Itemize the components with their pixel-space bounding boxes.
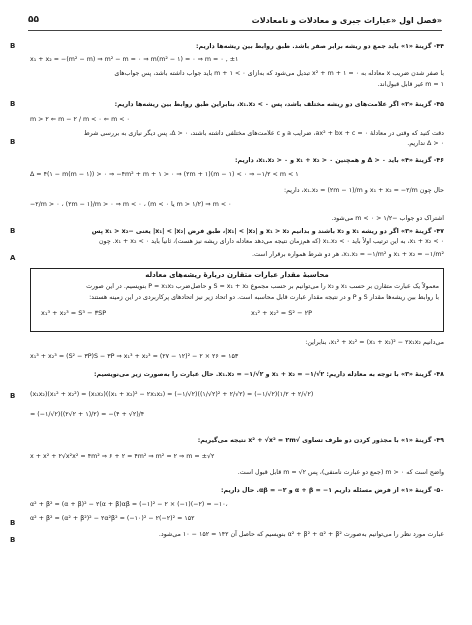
equation-line: α² + β² = (α² + β²)² − ۲α²β² = (−۱۰)² − ۲(−۲)² = ۱۵۲ <box>30 515 195 522</box>
info-box-title: محاسبهٔ مقدار عبارات متقارن دربارهٔ ریشه‌های معادله <box>145 271 329 279</box>
equation-line: Δ = ۴(۱ − m(m − ۱)) > ۰ ⇒ −۴m² + m + ۱ > ۰ ⇒ (۲m + ۱)(m − ۱) < ۰ ⇒ −۱/۲ < m < ۱ <box>30 171 299 178</box>
text-line: با صفر شدن ضریب x معادله به x² + m + ۱ = ۰ تبدیل می‌شود که به‌ازای m + ۱ < ۰ باید جواب داشته باشد، پس جواب‌های <box>114 70 444 77</box>
question-49-header: ۴۹- گزینهٔ «۱» با مجذور کردن دو طرف تساوی √x² + √x² = ۲m نتیجه می‌گیریم: <box>197 437 444 444</box>
text-line: اشتراک دو جواب −۱/۲ < m < ۰ می‌شود. <box>331 215 444 222</box>
text-line: می‌دانیم x₁² + x₂² = (x₁ + x₂)² − ۲x₁x₂، بنابراین: <box>305 339 444 346</box>
answer-badge: B <box>10 536 16 544</box>
text-line: m = ۱ غیر قابل قبول‌اند. <box>377 81 444 88</box>
identity-squares: x₁² + x₂² = S² − ۲P <box>251 309 312 317</box>
text-line: واضح است که m > ۰ (جمع دو عبارت نامنفی)، پس m = √۲ قابل قبول است. <box>237 469 444 476</box>
equation-line: x₁³ + x₂³ = (S² − ۳P)S − ۳P ⇒ x₁³ + x₂³ = (۲۷ − ۱۲)² − ۲ × ۲۶ = ۱۵۳ <box>30 353 239 360</box>
text-line: عبارت مورد نظر را می‌توانیم به‌صورت α² + β² + α² + β² بنویسیم که حاصل آن ۱۴۲ = ۱۵۲ − ۱۰ می‌شود. <box>158 531 444 538</box>
answer-badge: A <box>10 254 16 262</box>
question-50-header: ۵۰- گزینهٔ «۱» از فرض مسئله داریم α + β = −۱ و αβ = −۲. حال داریم: <box>220 487 444 494</box>
text-line: دقت کنید که وقتی در معادلهٔ ax² + bx + c = ۰، ضرایب a و c علامت‌های مختلفی داشته باشند، Δ > ۰، پس دیگر نیازی به بررسی شرط <box>83 130 444 137</box>
info-box-text: با روابط بین ریشه‌ها مقدار S و P و در نتیجه مقدار عبارت قابل محاسبه است. دو اتحاد زیر نیز اتحادهای پرکاربردی در این زمینه هستند: <box>89 294 439 301</box>
answer-badge: B <box>10 138 16 146</box>
answer-badge: B <box>10 519 16 527</box>
info-box <box>30 268 444 332</box>
answer-badge: B <box>10 392 16 400</box>
question-47-header: ۴۷- گزینهٔ «۳» اگر دو ریشه x₁ و x₂ باشند و بدانیم x₁ > x₂ و |x₁| < |x₂|، طبق فرض |x₁| < |x₂| یعنی −x₁ > x₂ پس <box>91 228 444 235</box>
answer-badge: B <box>10 100 16 108</box>
identity-cubes: x₁³ + x₂³ = S³ − ۳SP <box>41 309 107 317</box>
page-header <box>28 10 442 31</box>
answer-badge: B <box>10 42 16 50</box>
equation-line: −۲/m > ۰ ، (۲m − ۱)/m > ۰ ⇒ m < ۰ ، (m < ۰ یا m > ۱/۲) ⇒ m < ۰ <box>30 201 232 208</box>
question-44-header: ۴۴- گزینهٔ «۱» باید جمع دو ریشه برابر صفر باشد. طبق روابط بین ریشه‌ها داریم: <box>195 43 444 50</box>
question-46-header: ۴۶- گزینهٔ «۴» باید Δ > ۰ و همچنین x₁ + x₂ > ۰ و x₁.x₂ > ۰، داریم: <box>234 157 444 164</box>
text-line: Δ > ۰ نداریم. <box>407 140 444 147</box>
page-number: ۵۵ <box>28 15 39 25</box>
equation-line: α² + β² = (α + β)² − ۲(α + β)αβ = (−۱)² − ۲ × (−۱)(−۲) = −۱۰، <box>30 501 228 508</box>
equation-line: x₁ + x₂ = −(m² − m) ⇒ m² − m = ۰ ⇒ m(m² − ۱) = ۰ ⇒ m = ۰ , ±۱ <box>30 56 239 63</box>
question-45-header: ۴۵- گزینهٔ «۲» اگر علامت‌های دو ریشه مختلف باشد، پس x₁.x₂ < ۰، بنابراین طبق روابط بین ریشه‌ها داریم: <box>114 101 444 108</box>
text-line: حال چون x₁ + x₂ = −۲/m و x₁.x₂ = (۲m − ۱)/m، داریم: <box>283 187 444 194</box>
text-line: x₁ + x₂ = −۱/m² و x₁.x₂ = −۱/m²، هر دو شرط همواره برقرار است. <box>251 251 444 258</box>
equation-line: = (−۱/√۲)((۲√۲ + ۱)/۲) = −(۴ + √۲)/۴ <box>30 411 145 418</box>
answer-badge: B <box>10 227 16 235</box>
equation-line: m > ۲ ⇐ m − ۲ / m < ۰ ⇐ m < ۰ <box>30 116 130 123</box>
text-line: x₁ + x₂ < ۰، به این ترتیب اولاً باید x₁.x₂ < ۰ (که هم‌زمان نتیجه می‌دهد معادله دارای ریشه نیز هست)، ثانیاً باید x₁ + x₂ < ۰. چون <box>98 238 444 245</box>
info-box-text: معمولاً یک عبارت متقارن بر حسب x₁ و x₂ را می‌توانیم بر حسب مجموع S = x₁ + x₂ و حاصل‌ضرب P = x₁x₂ بنویسیم. در این صورت <box>86 283 439 290</box>
equation-line: (x₁x₂)(x₁² + x₂²) = (x₁x₂)((x₁ + x₂)² − ۲x₁x₂) = (−۱/√۲)((۱/√۲)² + ۲/√۲) = (−۱/√۲)(۱/۲ + ۲/√۲) <box>30 391 314 398</box>
equation-line: x + x² + ۲√x²x² = ۴m² ⇒ ۶ + ۲ = ۴m² ⇒ m² = ۲ ⇒ m = ±√۲ <box>30 453 215 460</box>
question-48-header: ۴۸- گزینهٔ «۳» با توجه به معادله داریم: x₁ + x₂ = −۱/√۲ و x₁.x₂ = −۱/√۲. حال عبارت را به‌صورت زیر می‌نویسیم: <box>93 371 444 378</box>
chapter-title: فصل اول «عبارات جبری و معادلات و نامعادلات» <box>251 15 442 25</box>
